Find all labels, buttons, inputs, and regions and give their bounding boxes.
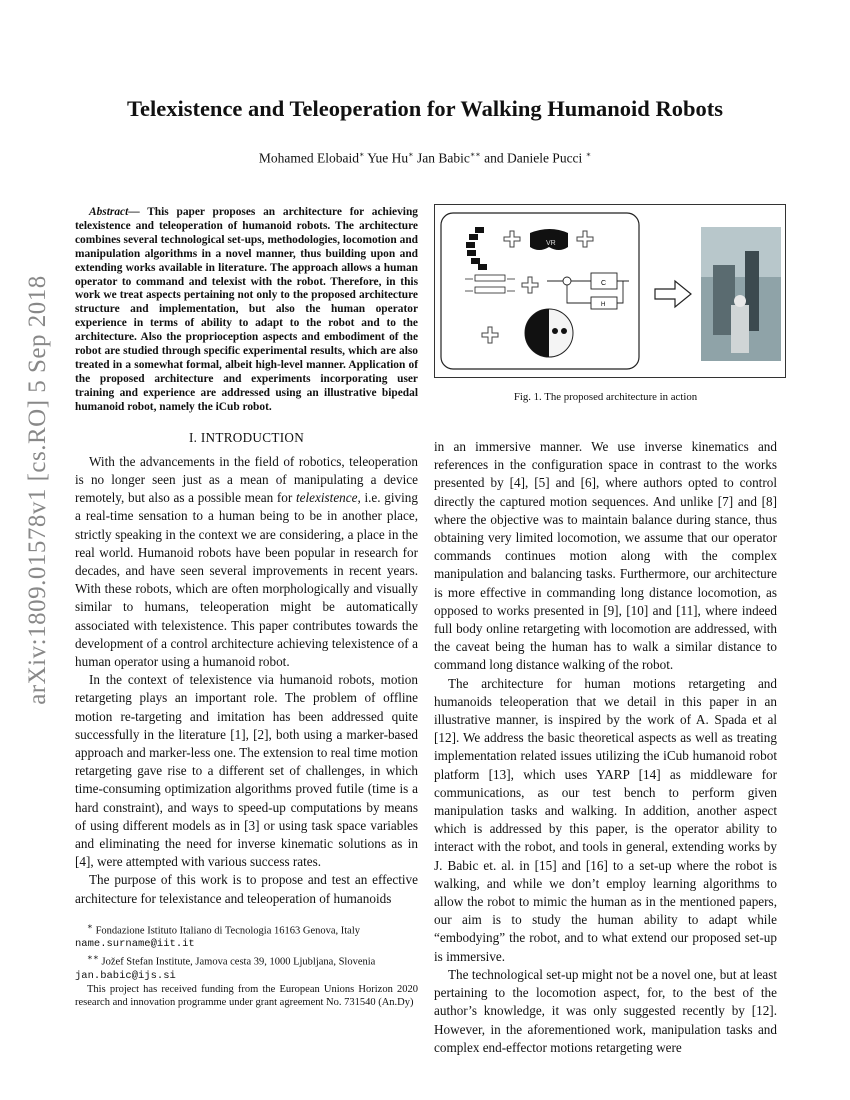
intro-paragraph-6: The technological set-up might not be a novel one, but at least pertaining to the locomotion aspect, for, to the best of the author’s knowledge, it was only suggested recently by [12]. However, in the aforementioned work, manipulation tasks and complex end-effector motions retargeting were: [434, 966, 777, 1055]
robot-head-icon: [525, 309, 573, 357]
author-name: Jan Babic: [416, 150, 470, 166]
author-name: and Daniele Pucci: [484, 150, 583, 166]
motion-capture-suit-icon: [466, 227, 487, 270]
abstract-dash: —: [128, 206, 148, 218]
footnote-email-2: [75, 969, 418, 983]
retargeting-diagram-icon: [465, 275, 515, 293]
author-name: Mohamed Elobaid: [258, 150, 359, 166]
author-list: [0, 150, 850, 167]
control-loop-diagram: [547, 273, 629, 309]
plus-icon: [482, 327, 498, 343]
footnote-affiliation-1: [75, 920, 418, 938]
h-block-label: H: [601, 302, 606, 308]
right-arrow-icon: [655, 281, 691, 307]
author-name: Yue Hu: [367, 150, 409, 166]
intro-paragraph-3: The purpose of this work is to propose and test an effective architecture for telexistance and teleoperation of humanoids: [75, 872, 418, 906]
plus-icon: [504, 231, 520, 247]
email-link[interactable]: jan.babic@ijs.si: [75, 969, 176, 982]
plus-icon: [522, 277, 538, 293]
architecture-illustration: [435, 205, 785, 377]
footnote-email-1: [75, 937, 418, 951]
paragraph-text: , i.e. giving a real-time sensation to a human being to be in another place, strictly speaking in the context we are considering, a place in the real world. Humanoid robots have been popular in research for decades, and have seen several improvements in recent years. With these robots, which are often morphologically and visually similar to humans, teleoperation might be automatically associated with telexistence. This paper contributes towards the development of a control architecture achieving telexistence of a human operator using a humanoid robot.: [75, 490, 418, 670]
footnote-text: Fondazione Istituto Italiano di Tecnologia 16163 Genova, Italy: [92, 925, 361, 937]
robot-photo: [701, 227, 781, 361]
arxiv-id-text: arXiv:1809.01578v1 [cs.RO] 5 Sep 2018: [24, 275, 52, 705]
right-column: [434, 438, 777, 1057]
emphasis-text: telexistence: [295, 490, 358, 506]
footnote-affiliation-2: [75, 951, 418, 969]
author-affiliation-mark: ∗: [408, 150, 414, 159]
intro-paragraph-5: The architecture for human motions retargeting and humanoids teleoperation that we detail in this paper in an illustrative manner, is inspired by the work of A. Spada et al [12]. We address the basic theoretical aspects as well as treating implementation related issues utilizing the iCub humanoid robot platform [13], which uses YARP [14] as middleware for communications, as our test bench to perform given manipulation tasks and walking. In addition, another aspect which is addressed by this paper, is the operator ability to interact with the robot, and tools in general, extending works by J. Babic et. al. in [15] and [16] to a set-up where the robot is walking, and while we don’t employ learning algorithms to allow the robot to mimic the human as in the mentioned papers, our aim is to study the human ability to adapt while “embodying” the robot, and to what extend our proposed set-up is immersive.: [434, 675, 777, 964]
figure-frame: [434, 204, 786, 378]
footnote-funding: This project has received funding from the European Unions Horizon 2020 research and innovation programme under grant agreement No. 731540 (An.Dy): [75, 983, 418, 1008]
author-affiliation-mark: ∗∗: [469, 150, 481, 159]
section-heading-introduction: I. INTRODUCTION: [188, 429, 305, 445]
abstract: [75, 206, 418, 415]
arxiv-side-stamp: [20, 275, 56, 705]
footnote-mark: ∗∗: [87, 952, 99, 963]
intro-paragraph-2: In the context of telexistence via humanoid robots, motion retargeting plays an important role. The problem of offline motion re-targeting and imitation has been addressed quite successfully in the literature [1], [2], both using a marker-based approach and marker-less one. The extension to real time motion retargeting gave rise to a different set of challenges, in which time-consuming optimization algorithms proved futile (time is a hard constraint), and ways to speed-up computations by means of using different models as in [3] or using task space variables and eliminating the need for inverse kinematic solutions as in [4], were attempted with various success rates.: [75, 672, 418, 870]
left-column: [75, 206, 418, 1009]
email-link[interactable]: name.surname@iit.it: [75, 938, 195, 951]
plus-icon: [577, 231, 593, 247]
paper-title: Telexistence and Teleoperation for Walking Humanoid Robots: [127, 96, 723, 121]
paragraph-text: With the advancements in the field of robotics, teleoperation is no longer seen just as a mean of manipulating a device remotely, but also as a possible mean for: [75, 453, 418, 506]
footnote-mark: ∗: [87, 920, 93, 931]
intro-paragraph-4: in an immersive manner. We use inverse kinematics and references in the configuration space in contrast to the works presented by [4], [5] and [6], where authors opted to control directly the captured motion sequences. And unlike [7] and [8] where the objective was to maintain balance during stance, thus obtaining very limited locomotion, we assume that our operator commands continues motion along with the complex manipulation and balancing tasks. Furthermore, our architecture is more effective in commanding long distance locomotion, as opposed to works presented in [9], [10] and [11], where indeed full body online retargeting with locomotion are addressed, with the caveat being the human has to walk a similar distance to command long distance walking of the robot.: [434, 439, 777, 673]
footnotes: [75, 920, 418, 1009]
abstract-text: This paper proposes an architecture for achieving telexistence and teleoperation of humanoid robots. The architecture combines several technological set-ups, methodologies, locomotion and manipulation algorithms in a novel manner, thus building upon and extending works available in literature. The approach allows a human operator to command and telexist with the robot. Therefore, in this work we treat aspects pertaining not only to the proposed architecture structure and implementation, but also the human operator experience in terms of ability to adapt to the robot and to the architecture. Also the proprioception aspects and embodiment of the robot are studied through specific experimental results, which are also treated in a somewhat formal, albeit high-level manner. Application of the proposed architecture and experiments incorporating user training and experience are addressed using an illustrative bipedal humanoid robot, namely the iCub robot.: [75, 206, 418, 413]
vr-headset-icon: [530, 229, 568, 250]
footnote-text: Jožef Stefan Institute, Jamova cesta 39, 1000 Ljubljana, Slovenia: [98, 956, 376, 968]
author-affiliation-mark: ∗: [358, 150, 365, 159]
figure-caption: Fig. 1. The proposed architecture in action: [513, 391, 698, 403]
abstract-label: Abstract: [89, 206, 129, 218]
controller-block-label: C: [601, 280, 607, 287]
figure-1: [434, 204, 777, 406]
author-affiliation-mark: ∗: [585, 150, 592, 159]
svg-text:VR: VR: [546, 240, 556, 247]
intro-paragraph-1: [75, 453, 418, 671]
